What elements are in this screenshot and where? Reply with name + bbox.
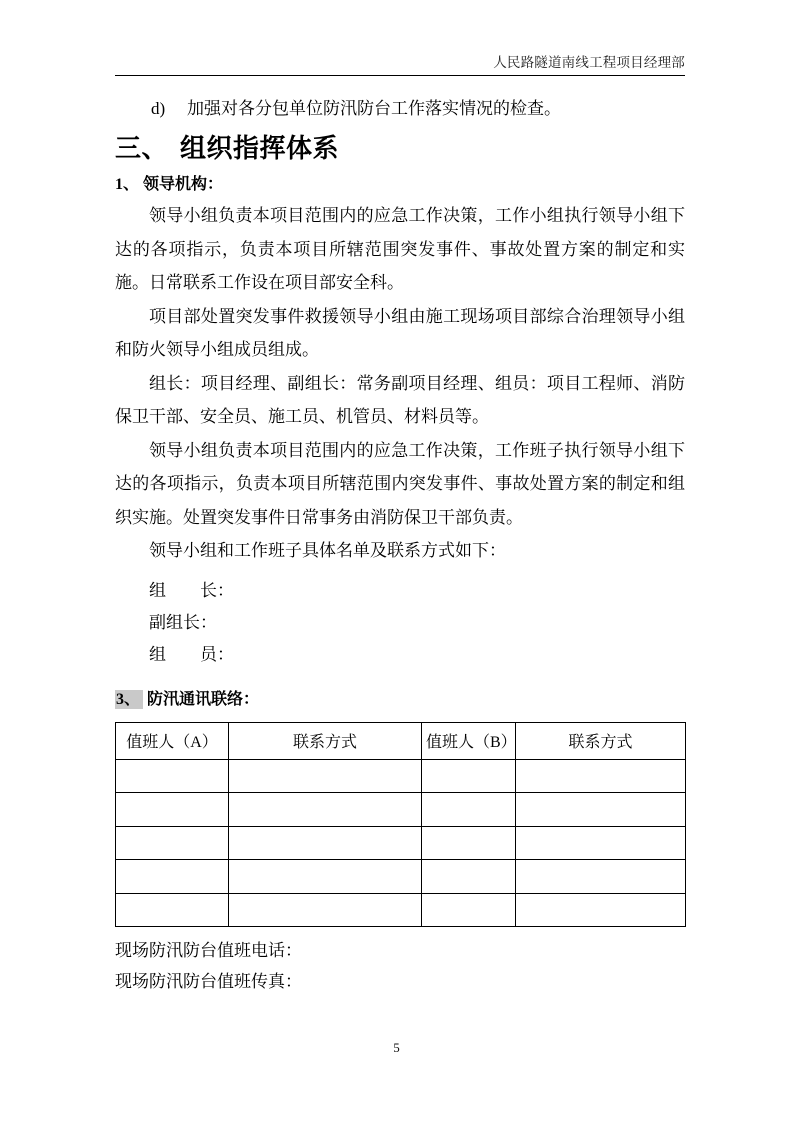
list-item-text: 加强对各分包单位防汛防台工作落实情况的检查。	[187, 99, 561, 118]
table-row	[116, 826, 686, 860]
table-header-row	[116, 722, 686, 759]
table-cell[interactable]	[422, 759, 516, 793]
duty-fax-line: 现场防汛防台值班传真：	[115, 972, 302, 991]
table-row	[116, 793, 686, 827]
table-cell[interactable]	[229, 793, 422, 827]
table-cell[interactable]	[422, 793, 516, 827]
table-cell[interactable]	[422, 860, 516, 894]
page-number: 5	[393, 1040, 400, 1055]
table-header-cell: 值班人（A）	[116, 722, 229, 759]
section-heading-title: 组织指挥体系	[180, 133, 340, 163]
spacer	[115, 671, 685, 683]
document-body	[115, 94, 685, 997]
duty-phone-line: 现场防汛防台值班电话：	[115, 941, 302, 960]
table-row	[116, 860, 686, 894]
table-row	[116, 759, 686, 793]
paragraph-1: 领导小组负责本项目范围内的应急工作决策，工作小组执行领导小组下达的各项指示，负责本项目所辖范围突发事件、事故处置方案的制定和实施。日常联系工作设在项目部安全科。	[115, 206, 685, 292]
table-cell[interactable]	[516, 759, 686, 793]
section-heading-number: 三、	[115, 133, 169, 163]
table-cell[interactable]	[422, 893, 516, 927]
section-heading	[115, 128, 685, 168]
table-cell[interactable]	[229, 826, 422, 860]
table-cell[interactable]	[516, 860, 686, 894]
table-cell[interactable]	[229, 860, 422, 894]
header-divider	[115, 75, 685, 76]
roster-line-deputy-leader: 副组长：	[149, 612, 217, 632]
subheading-leadership	[115, 170, 685, 199]
roster-line-member: 组 员：	[149, 644, 234, 664]
table-cell[interactable]	[422, 826, 516, 860]
page-header	[115, 54, 685, 76]
list-item-d	[115, 94, 685, 124]
table-row	[116, 893, 686, 927]
paragraph-2: 项目部处置突发事件救援领导小组由施工现场项目部综合治理领导小组和防火领导小组成员组成。	[115, 306, 685, 359]
table-cell[interactable]	[516, 793, 686, 827]
table-cell[interactable]	[229, 759, 422, 793]
table-cell[interactable]	[516, 826, 686, 860]
spacer	[115, 568, 685, 575]
subheading-leadership-number: 1、	[115, 176, 140, 193]
table-cell[interactable]	[116, 793, 229, 827]
table-cell[interactable]	[229, 893, 422, 927]
header-title: 人民路隧道南线工程项目经理部	[493, 55, 685, 70]
table-header-cell: 联系方式	[516, 722, 686, 759]
paragraph-5: 领导小组和工作班子具体名单及联系方式如下：	[149, 541, 506, 560]
table-cell[interactable]	[116, 860, 229, 894]
table-header-cell: 联系方式	[229, 722, 422, 759]
subheading-communication-number: 3、	[115, 690, 143, 709]
list-item-marker: d)	[151, 99, 166, 118]
table-cell[interactable]	[116, 759, 229, 793]
subheading-leadership-title: 领导机构：	[143, 176, 224, 193]
subheading-communication	[115, 685, 685, 714]
table-header-cell: 值班人（B）	[422, 722, 516, 759]
table-cell[interactable]	[516, 893, 686, 927]
table-cell[interactable]	[116, 893, 229, 927]
contact-table	[115, 722, 686, 928]
table-cell[interactable]	[116, 826, 229, 860]
paragraph-4: 领导小组负责本项目范围内的应急工作决策，工作班子执行领导小组下达的各项指示，负责本项目所辖范围内突发事件、事故处置方案的制定和组织实施。处置突发事件日常事务由消防保卫干部负责。	[115, 440, 685, 527]
roster-line-leader: 组 长：	[149, 580, 234, 600]
subheading-communication-title: 防汛通讯联络：	[147, 690, 260, 708]
paragraph-3: 组长：项目经理、副组长：常务副项目经理、组员：项目工程师、消防保卫干部、安全员、施工员、机管员、材料员等。	[115, 373, 685, 426]
page-footer	[0, 1040, 793, 1056]
